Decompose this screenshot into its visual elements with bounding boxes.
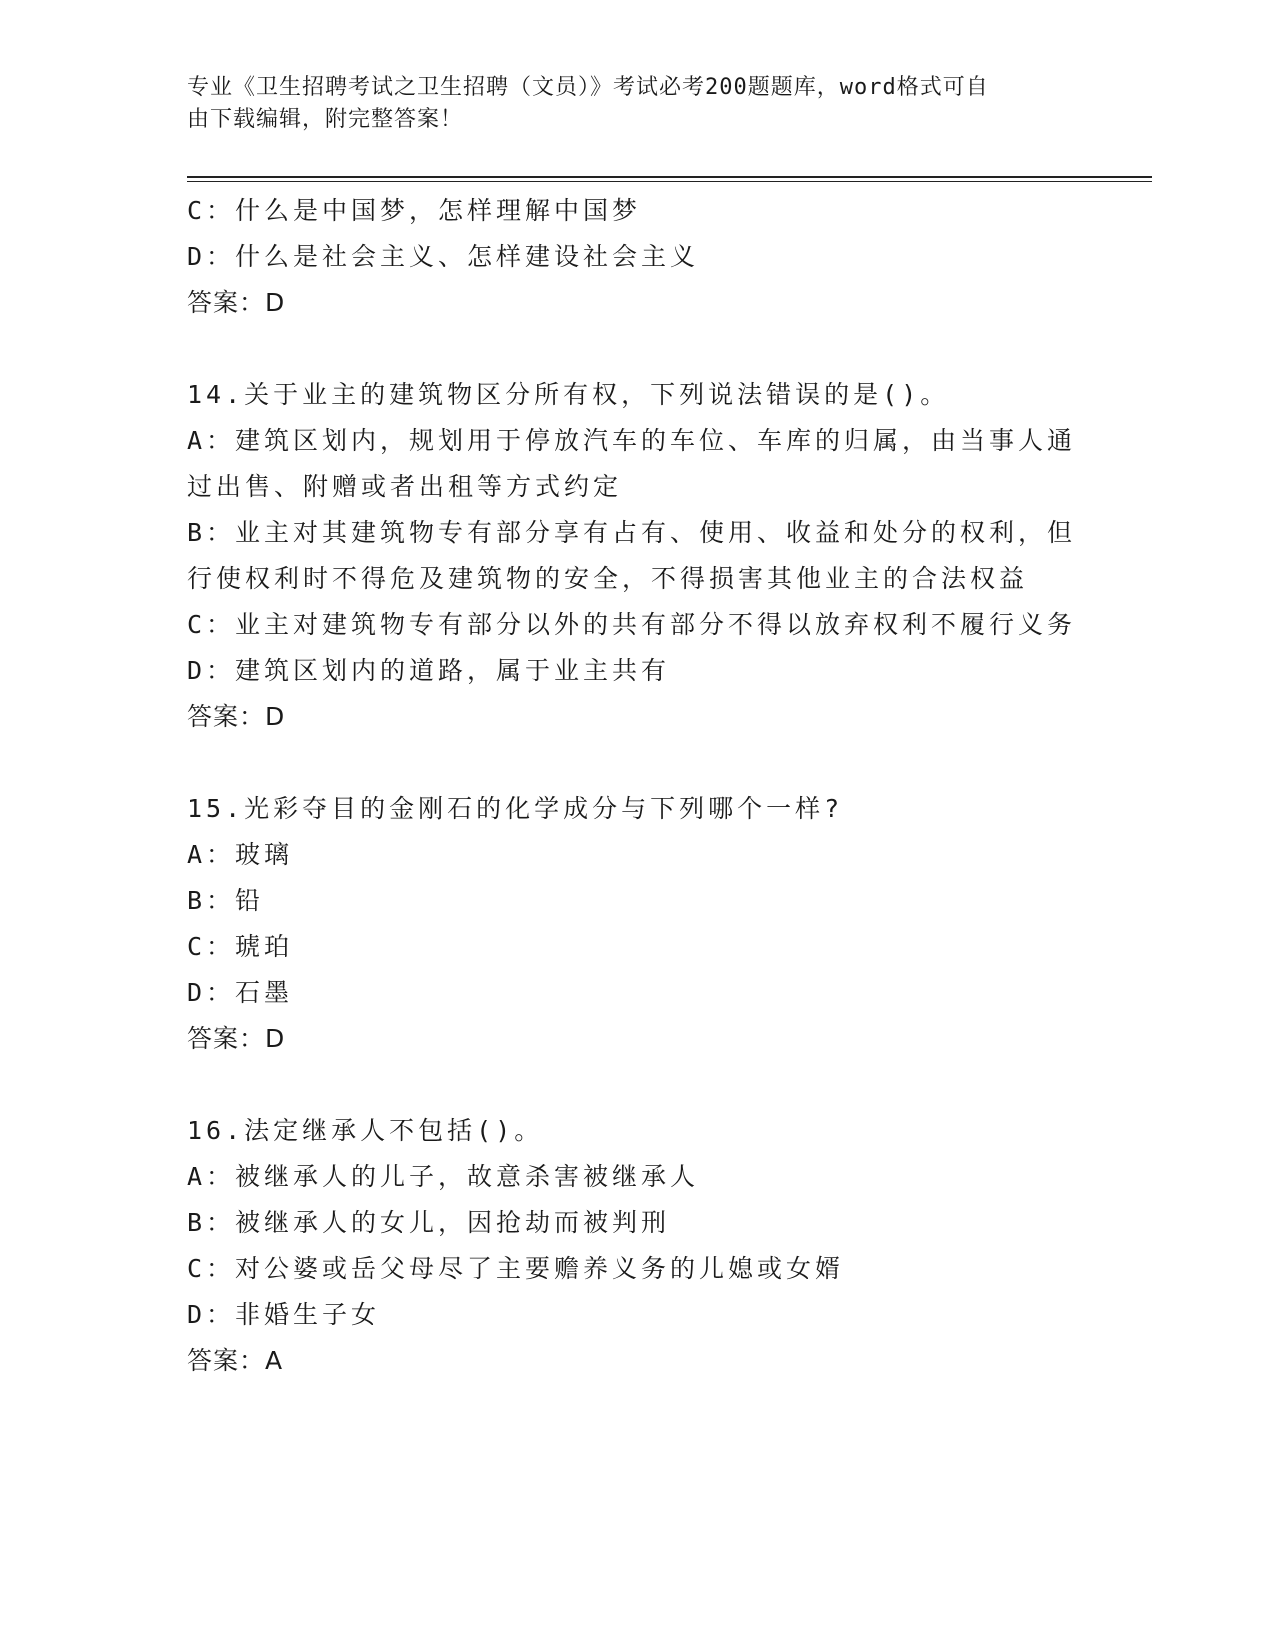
answer-line: 答案：D bbox=[187, 702, 286, 731]
option-b-continued: 行使权利时不得危及建筑物的安全，不得损害其他业主的合法权益 bbox=[187, 564, 1029, 593]
option-b: B：业主对其建筑物专有部分享有占有、使用、收益和处分的权利，但 bbox=[187, 518, 1077, 547]
question-list bbox=[187, 188, 1087, 1384]
option-c: C：琥珀 bbox=[187, 932, 294, 961]
option-d: D：非婚生子女 bbox=[187, 1300, 381, 1329]
option-b: B：铅 bbox=[187, 886, 265, 915]
option-a: A：建筑区划内，规划用于停放汽车的车位、车库的归属，由当事人通 bbox=[187, 426, 1077, 455]
option-a-continued: 过出售、附赠或者出租等方式约定 bbox=[187, 472, 623, 501]
option-d: D：什么是社会主义、怎样建设社会主义 bbox=[187, 242, 700, 271]
question-block bbox=[187, 372, 1087, 740]
question-text: 14.关于业主的建筑物区分所有权，下列说法错误的是()。 bbox=[187, 380, 950, 409]
question-block bbox=[187, 786, 1087, 1062]
answer-line: 答案：A bbox=[187, 1346, 284, 1375]
question-fragment bbox=[187, 188, 1087, 326]
answer-line: 答案：D bbox=[187, 288, 286, 317]
spacer bbox=[187, 1062, 1087, 1108]
option-a: A：玻璃 bbox=[187, 840, 294, 869]
option-c: C：对公婆或岳父母尽了主要赡养义务的儿媳或女婿 bbox=[187, 1254, 845, 1283]
document-header bbox=[187, 72, 1087, 136]
option-d: D：石墨 bbox=[187, 978, 294, 1007]
question-block bbox=[187, 1108, 1087, 1384]
option-d: D：建筑区划内的道路，属于业主共有 bbox=[187, 656, 671, 685]
option-c: C：什么是中国梦，怎样理解中国梦 bbox=[187, 196, 642, 225]
header-line-1: 专业《卫生招聘考试之卫生招聘（文员）》考试必考200题题库，word格式可自 bbox=[187, 75, 989, 100]
spacer bbox=[187, 326, 1087, 372]
answer-line: 答案：D bbox=[187, 1024, 286, 1053]
option-a: A：被继承人的儿子，故意杀害被继承人 bbox=[187, 1162, 700, 1191]
option-b: B：被继承人的女儿，因抢劫而被判刑 bbox=[187, 1208, 671, 1237]
spacer bbox=[187, 740, 1087, 786]
question-text: 16.法定继承人不包括()。 bbox=[187, 1116, 544, 1145]
header-rule-thick bbox=[187, 176, 1152, 178]
option-c: C：业主对建筑物专有部分以外的共有部分不得以放弃权利不履行义务 bbox=[187, 610, 1077, 639]
question-text: 15.光彩夺目的金刚石的化学成分与下列哪个一样? bbox=[187, 794, 844, 823]
header-rule-thin bbox=[187, 181, 1152, 182]
header-line-2: 由下载编辑，附完整答案！ bbox=[187, 107, 464, 132]
